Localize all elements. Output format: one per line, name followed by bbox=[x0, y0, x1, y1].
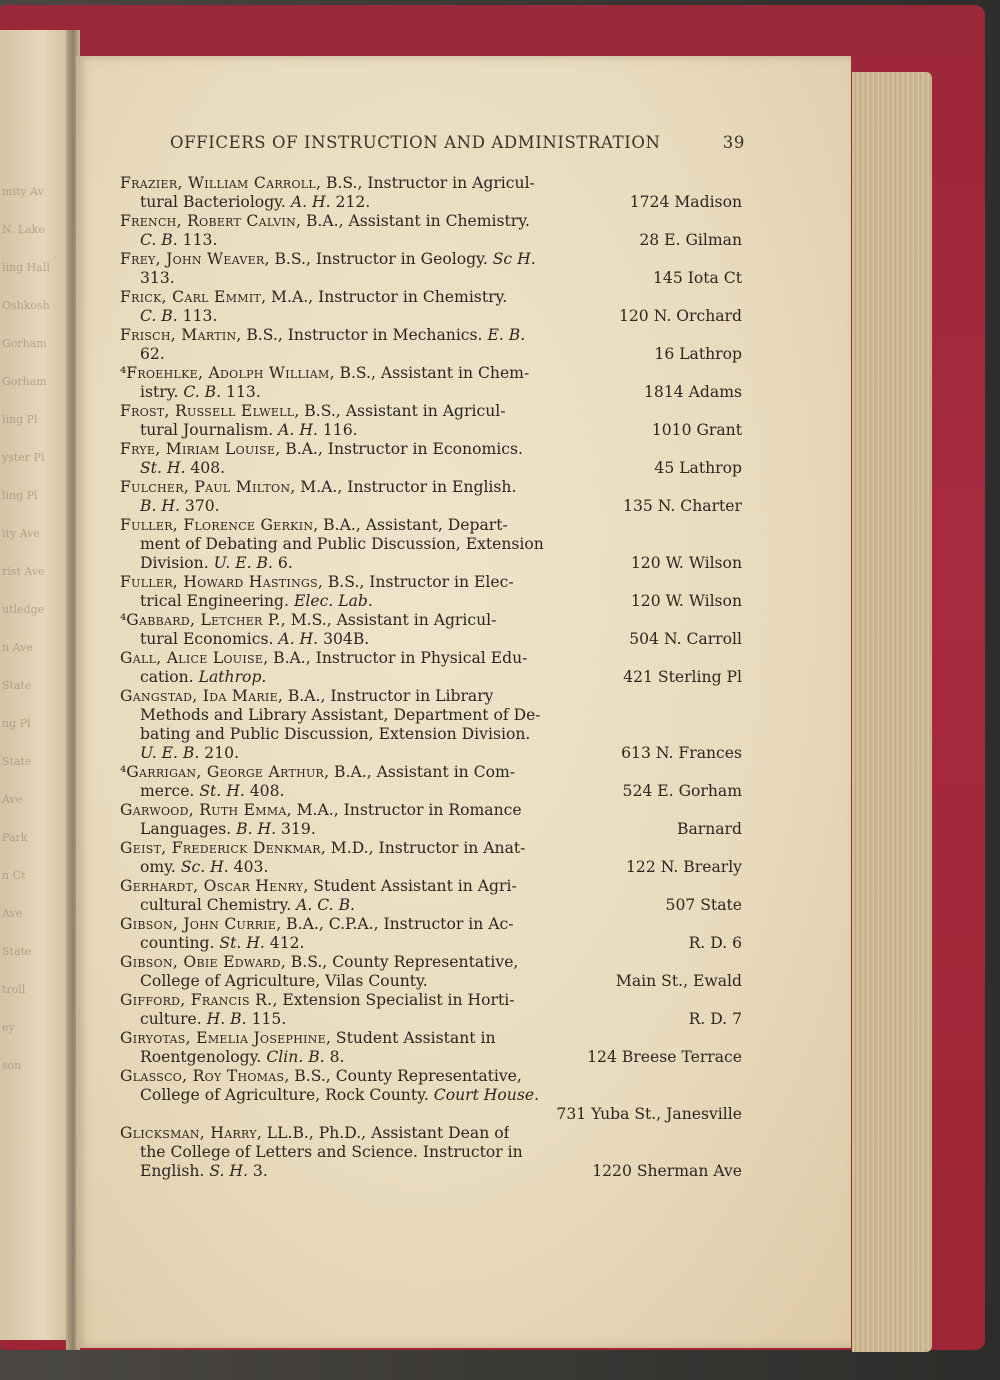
entry-continuation-line bbox=[120, 459, 742, 478]
entry-text bbox=[120, 516, 508, 535]
entry-continuation-line bbox=[120, 782, 742, 801]
entry-text bbox=[120, 953, 518, 972]
entry-continuation-line bbox=[120, 744, 742, 763]
entry-continuation-line bbox=[120, 1048, 742, 1067]
title-text: , B.S., Instructor in Agricul- bbox=[316, 174, 535, 192]
left-page-fragment: ng Pl bbox=[2, 717, 31, 730]
residence-address: 28 E. Gilman bbox=[639, 231, 742, 249]
entry-continuation-line bbox=[120, 706, 742, 725]
description-text: tural Bacteriology. bbox=[140, 193, 291, 211]
title-text: , M.S., Assistant in Agricul- bbox=[280, 611, 497, 629]
entry-first-line bbox=[120, 573, 742, 592]
residence-address: R. D. 7 bbox=[688, 1010, 742, 1028]
entry-continuation-line bbox=[120, 1162, 742, 1181]
room-number: 113. bbox=[177, 231, 218, 249]
building-abbrev: Lathrop. bbox=[198, 668, 267, 686]
room-number: 319. bbox=[276, 820, 316, 838]
entry-text bbox=[140, 592, 373, 611]
description-text: Methods and Library Assistant, Department of De- bbox=[140, 706, 541, 724]
entry-first-line bbox=[120, 877, 742, 896]
entry-continuation-line bbox=[120, 858, 742, 877]
left-page-fragment: State bbox=[2, 679, 32, 692]
directory-entry bbox=[120, 288, 742, 326]
entry-text bbox=[140, 725, 530, 744]
person-name: Giryotas, Emelia Josephine bbox=[120, 1029, 327, 1047]
entry-first-line bbox=[120, 953, 742, 972]
residence-address: 120 N. Orchard bbox=[618, 307, 742, 325]
building-abbrev: St. H. bbox=[199, 782, 245, 800]
entry-text bbox=[120, 839, 525, 858]
building-abbrev: E. B. bbox=[487, 326, 526, 344]
building-abbrev: C. B. bbox=[140, 231, 178, 249]
left-page-fragment: n Ave bbox=[2, 641, 33, 654]
entry-text bbox=[120, 440, 523, 459]
entry-text bbox=[120, 1029, 496, 1048]
residence-address: 1220 Sherman Ave bbox=[592, 1162, 742, 1180]
left-page-fragment: Gorham bbox=[2, 375, 47, 388]
entry-text bbox=[140, 535, 544, 554]
left-page-fragment: ey bbox=[2, 1021, 15, 1034]
entry-first-line bbox=[120, 1029, 742, 1048]
entry-text bbox=[140, 1010, 286, 1029]
entry-first-line bbox=[120, 212, 742, 231]
left-page-fragment: n Ct bbox=[2, 869, 26, 882]
title-text: , B.A., Assistant in Chemistry. bbox=[296, 212, 530, 230]
entry-text bbox=[140, 421, 358, 440]
residence-address: 613 N. Frances bbox=[621, 744, 742, 762]
room-number: 6. bbox=[272, 554, 293, 572]
room-number: 370. bbox=[179, 497, 220, 515]
residence-address: 120 W. Wilson bbox=[630, 592, 742, 610]
entry-text bbox=[140, 744, 239, 763]
title-text: , M.A., Instructor in Romance bbox=[286, 801, 522, 819]
left-page-fragment: troll bbox=[2, 983, 26, 996]
left-page-fragment: Gorham bbox=[2, 337, 47, 350]
building-abbrev: C. B. bbox=[140, 307, 178, 325]
left-page-fragment: utledge bbox=[2, 603, 45, 616]
room-number: 116. bbox=[317, 421, 358, 439]
entry-first-line bbox=[120, 440, 742, 459]
entry-first-line bbox=[120, 364, 742, 383]
entry-first-line bbox=[120, 687, 742, 706]
entry-text bbox=[120, 326, 525, 345]
description-text: merce. bbox=[140, 782, 200, 800]
title-text: , M.A., Instructor in Chemistry. bbox=[261, 288, 508, 306]
description-text: English. bbox=[140, 1162, 210, 1180]
residence-address: 124 Breese Terrace bbox=[587, 1048, 742, 1066]
entry-text bbox=[120, 649, 527, 668]
building-abbrev: B. H. bbox=[236, 820, 277, 838]
entry-text bbox=[140, 934, 305, 953]
entry-text bbox=[120, 1124, 509, 1143]
directory-entry bbox=[120, 212, 742, 250]
building-abbrev: U. E. B. bbox=[140, 744, 200, 762]
left-page-fragment: ling Pl bbox=[2, 489, 38, 502]
entry-continuation-line bbox=[120, 307, 742, 326]
entry-continuation-line bbox=[120, 345, 742, 364]
left-page-fragment: yster Pl bbox=[2, 451, 45, 464]
building-abbrev: Clin. B. bbox=[266, 1048, 325, 1066]
entry-first-line bbox=[120, 326, 742, 345]
entry-first-line bbox=[120, 839, 742, 858]
entry-continuation-line bbox=[120, 725, 742, 744]
person-name: Gabbard, Letcher P. bbox=[126, 611, 281, 629]
directory-entry bbox=[120, 611, 742, 649]
entry-text bbox=[140, 307, 217, 326]
description-text: 62. bbox=[140, 345, 165, 363]
entry-text bbox=[140, 668, 266, 687]
description-text: tural Economics. bbox=[140, 630, 279, 648]
room-number: 212. bbox=[330, 193, 371, 211]
residence-address: R. D. 6 bbox=[688, 934, 742, 952]
title-text: , LL.B., Ph.D., Assistant Dean of bbox=[256, 1124, 510, 1142]
footnote-mark: ⁴ bbox=[120, 611, 127, 629]
entry-first-line bbox=[120, 516, 742, 535]
directory-entry bbox=[120, 763, 742, 801]
entry-text bbox=[120, 364, 529, 383]
entry-first-line bbox=[120, 250, 742, 269]
residence-address: 504 N. Carroll bbox=[629, 630, 742, 648]
left-page-fragment: mity Av bbox=[2, 185, 44, 198]
person-name: Glicksman, Harry bbox=[120, 1124, 257, 1142]
room-number: 304B. bbox=[318, 630, 370, 648]
room-number: 115. bbox=[246, 1010, 287, 1028]
entry-continuation-line bbox=[120, 535, 742, 554]
entry-first-line bbox=[120, 1124, 742, 1143]
building-abbrev: St. H. bbox=[140, 459, 186, 477]
building-abbrev: Court House. bbox=[433, 1086, 540, 1104]
entry-continuation-line bbox=[120, 497, 742, 516]
residence-address: 145 Iota Ct bbox=[653, 269, 742, 287]
left-page-fragment: ling Hall bbox=[2, 261, 50, 274]
building-abbrev: B. H. bbox=[140, 497, 180, 515]
entry-text bbox=[120, 687, 493, 706]
person-name: Glassco, Roy Thomas bbox=[120, 1067, 285, 1085]
entry-text bbox=[120, 915, 514, 934]
entry-text bbox=[120, 801, 522, 820]
room-number: 113. bbox=[221, 383, 261, 401]
directory-entry bbox=[120, 877, 742, 915]
title-text: , B.S., Instructor in Geology. bbox=[264, 250, 493, 268]
entry-first-line bbox=[120, 991, 742, 1010]
title-text: , Student Assistant in Agri- bbox=[303, 877, 517, 895]
person-name: Frisch, Martin bbox=[120, 326, 237, 344]
room-number: 408. bbox=[185, 459, 226, 477]
directory-entry bbox=[120, 250, 742, 288]
entry-text bbox=[120, 763, 515, 782]
title-text: , B.A., C.P.A., Instructor in Ac- bbox=[276, 915, 514, 933]
directory-entry bbox=[120, 402, 742, 440]
left-page-fragment: Oshkosh bbox=[2, 299, 50, 312]
person-name: Gall, Alice Louise bbox=[120, 649, 264, 667]
title-text: , B.S., Instructor in Elec- bbox=[317, 573, 514, 591]
entry-continuation-line bbox=[120, 1143, 742, 1162]
entry-text bbox=[140, 972, 428, 991]
left-page-fragment: State bbox=[2, 755, 32, 768]
entry-text bbox=[140, 858, 268, 877]
directory-entry bbox=[120, 801, 742, 839]
entry-continuation-line bbox=[120, 934, 742, 953]
entry-first-line bbox=[120, 611, 742, 630]
title-text: , B.S., Instructor in Mechanics. bbox=[236, 326, 488, 344]
left-page-fragment: Ave bbox=[2, 907, 23, 920]
running-header bbox=[170, 133, 745, 152]
entry-first-line bbox=[120, 801, 742, 820]
left-page-fragment: N. Lake bbox=[2, 223, 45, 236]
building-abbrev: A. H. bbox=[278, 421, 318, 439]
building-abbrev: C. B. bbox=[183, 383, 222, 401]
entry-text bbox=[140, 820, 316, 839]
entry-text bbox=[140, 782, 284, 801]
entry-text bbox=[140, 630, 369, 649]
residence-address: 16 Lathrop bbox=[654, 345, 742, 363]
building-abbrev: Sc. H. bbox=[180, 858, 229, 876]
entry-text bbox=[140, 193, 370, 212]
directory-entry bbox=[120, 649, 742, 687]
directory-entry bbox=[120, 364, 742, 402]
description-text: culture. bbox=[140, 1010, 207, 1028]
residence-address: 135 N. Charter bbox=[623, 497, 742, 515]
room-number: 412. bbox=[264, 934, 305, 952]
residence-address: 1724 Madison bbox=[629, 193, 742, 211]
title-text: , B.S., Assistant in Agricul- bbox=[294, 402, 506, 420]
description-text: trical Engineering. bbox=[140, 592, 294, 610]
entry-first-line bbox=[120, 288, 742, 307]
building-abbrev: A. H. bbox=[290, 193, 331, 211]
title-text: , B.S., County Representative, bbox=[280, 953, 519, 971]
directory-entry bbox=[120, 174, 742, 212]
entry-continuation-line bbox=[120, 820, 742, 839]
title-text: , B.A., Assistant in Com- bbox=[324, 763, 516, 781]
entry-continuation-line bbox=[120, 592, 742, 611]
person-name: Frye, Miriam Louise bbox=[120, 440, 276, 458]
entry-first-line bbox=[120, 478, 742, 497]
building-abbrev: A. C. B. bbox=[296, 896, 356, 914]
entry-text bbox=[140, 1162, 268, 1181]
description-text: Languages. bbox=[140, 820, 237, 838]
page-edges bbox=[852, 72, 932, 1352]
description-text: tural Journalism. bbox=[140, 421, 279, 439]
directory-entry bbox=[120, 440, 742, 478]
entry-text bbox=[120, 288, 507, 307]
building-abbrev: St. H. bbox=[219, 934, 265, 952]
entry-text bbox=[120, 402, 506, 421]
entry-text bbox=[120, 212, 530, 231]
description-text: counting. bbox=[140, 934, 220, 952]
directory-entry bbox=[120, 839, 742, 877]
residence-address: Barnard bbox=[677, 820, 742, 838]
directory-entries bbox=[120, 174, 742, 1181]
person-name: Gibson, John Currie bbox=[120, 915, 277, 933]
directory-entry bbox=[120, 915, 742, 953]
title-text: , B.S., Assistant in Chem- bbox=[329, 364, 530, 382]
description-text: cultural Chemistry. bbox=[140, 896, 297, 914]
entry-text bbox=[140, 706, 541, 725]
description-text: ment of Debating and Public Discussion, Extension bbox=[140, 535, 544, 553]
directory-entry bbox=[120, 478, 742, 516]
person-name: Frey, John Weaver bbox=[120, 250, 265, 268]
person-name: Frost, Russell Elwell bbox=[120, 402, 295, 420]
title-text: , M.A., Instructor in English. bbox=[290, 478, 517, 496]
building-abbrev: U. E. B. bbox=[213, 554, 273, 572]
entry-continuation-line bbox=[120, 421, 742, 440]
person-name: Froehlke, Adolph William bbox=[126, 364, 330, 382]
description-text: bating and Public Discussion, Extension Division. bbox=[140, 725, 531, 743]
person-name: Garwood, Ruth Emma bbox=[120, 801, 287, 819]
left-page-fragment: rist Ave bbox=[2, 565, 45, 578]
title-text: , Extension Specialist in Horti- bbox=[272, 991, 515, 1009]
footnote-mark: ⁴ bbox=[120, 364, 127, 382]
title-text: , B.A., Instructor in Library bbox=[277, 687, 494, 705]
person-name: Gerhardt, Oscar Henry bbox=[120, 877, 304, 895]
entry-text bbox=[120, 877, 517, 896]
person-name: Fuller, Howard Hastings bbox=[120, 573, 318, 591]
room-number: 3. bbox=[247, 1162, 268, 1180]
person-name: Gangstad, Ida Marie bbox=[120, 687, 278, 705]
building-abbrev: S. H. bbox=[209, 1162, 248, 1180]
entry-text bbox=[120, 478, 516, 497]
entry-text bbox=[140, 497, 220, 516]
person-name: French, Robert Calvin bbox=[120, 212, 297, 230]
residence-address: 45 Lathrop bbox=[654, 459, 742, 477]
entry-continuation-line bbox=[120, 554, 742, 573]
title-text: , B.A., Assistant, Depart- bbox=[313, 516, 508, 534]
entry-text bbox=[140, 1048, 344, 1067]
entry-text bbox=[120, 250, 536, 269]
room-number: 8. bbox=[324, 1048, 345, 1066]
residence-address: 122 N. Brearly bbox=[626, 858, 742, 876]
directory-entry bbox=[120, 573, 742, 611]
entry-text bbox=[140, 1086, 539, 1105]
description-text: College of Agriculture, Vilas County. bbox=[140, 972, 428, 990]
entry-first-line bbox=[120, 915, 742, 934]
entry-text bbox=[120, 991, 515, 1010]
entry-text bbox=[140, 231, 217, 250]
left-page-fragment: son bbox=[2, 1059, 22, 1072]
room-number: 408. bbox=[244, 782, 285, 800]
entry-text bbox=[140, 269, 175, 288]
entry-text bbox=[120, 611, 496, 630]
left-page-fragment: ling Pl bbox=[2, 413, 38, 426]
description-text: 313. bbox=[140, 269, 175, 287]
person-name: Geist, Frederick Denkmar bbox=[120, 839, 321, 857]
entry-first-line bbox=[120, 763, 742, 782]
entry-text bbox=[140, 383, 261, 402]
entry-text bbox=[140, 1143, 523, 1162]
room-number: 210. bbox=[199, 744, 240, 762]
residence-address: Main St., Ewald bbox=[615, 972, 742, 990]
description-text: cation. bbox=[140, 668, 199, 686]
entry-continuation-line bbox=[120, 383, 742, 402]
directory-entry bbox=[120, 991, 742, 1029]
entry-first-line bbox=[120, 649, 742, 668]
entry-text bbox=[140, 345, 165, 364]
building-abbrev: H. B. bbox=[206, 1010, 247, 1028]
building-abbrev: Sc H. bbox=[492, 250, 536, 268]
left-page-fragment: Park bbox=[2, 831, 28, 844]
directory-entry bbox=[120, 326, 742, 364]
person-name: Fuller, Florence Gerkin bbox=[120, 516, 314, 534]
building-abbrev: A. H. bbox=[278, 630, 319, 648]
person-name: Frazier, William Carroll bbox=[120, 174, 317, 192]
entry-continuation-line bbox=[120, 1086, 742, 1105]
person-name: Garrigan, George Arthur bbox=[126, 763, 325, 781]
entry-first-line bbox=[120, 174, 742, 193]
entry-continuation-line bbox=[120, 1105, 742, 1124]
running-header-title: OFFICERS OF INSTRUCTION AND ADMINISTRATION bbox=[170, 133, 661, 152]
description-text: omy. bbox=[140, 858, 181, 876]
residence-address: 421 Sterling Pl bbox=[623, 668, 742, 686]
residence-address: 507 State bbox=[665, 896, 742, 914]
description-text: the College of Letters and Science. Instructor in bbox=[140, 1143, 523, 1161]
room-number: 403. bbox=[228, 858, 269, 876]
title-text: , M.D., Instructor in Anat- bbox=[320, 839, 526, 857]
footnote-mark: ⁴ bbox=[120, 763, 127, 781]
residence-address: 1814 Adams bbox=[644, 383, 742, 401]
directory-entry bbox=[120, 1124, 742, 1181]
entry-continuation-line bbox=[120, 668, 742, 687]
description-text: istry. bbox=[140, 383, 184, 401]
description-text: Division. bbox=[140, 554, 214, 572]
entry-first-line bbox=[120, 402, 742, 421]
directory-entry bbox=[120, 1067, 742, 1124]
entry-text bbox=[120, 573, 514, 592]
title-text: , B.A., Instructor in Economics. bbox=[275, 440, 523, 458]
directory-entry bbox=[120, 516, 742, 573]
directory-entry bbox=[120, 687, 742, 763]
left-page-fragment: ity Ave bbox=[2, 527, 40, 540]
left-page-edge bbox=[0, 30, 72, 1340]
description-text: Roentgenology. bbox=[140, 1048, 267, 1066]
entry-continuation-line bbox=[120, 972, 742, 991]
person-name: Fulcher, Paul Milton bbox=[120, 478, 291, 496]
entry-continuation-line bbox=[120, 193, 742, 212]
room-number: 113. bbox=[177, 307, 218, 325]
entry-continuation-line bbox=[120, 231, 742, 250]
building-abbrev: Elec. Lab. bbox=[293, 592, 373, 610]
left-page-fragment: State bbox=[2, 945, 32, 958]
entry-text bbox=[120, 1067, 522, 1086]
left-page-fragment: Ave bbox=[2, 793, 23, 806]
entry-continuation-line bbox=[120, 896, 742, 915]
entry-text bbox=[120, 174, 535, 193]
person-name: Gifford, Francis R. bbox=[120, 991, 273, 1009]
entry-continuation-line bbox=[120, 1010, 742, 1029]
person-name: Frick, Carl Emmit bbox=[120, 288, 262, 306]
directory-entry bbox=[120, 1029, 742, 1067]
residence-address: 524 E. Gorham bbox=[622, 782, 742, 800]
entry-text bbox=[140, 896, 355, 915]
title-text: , Student Assistant in bbox=[326, 1029, 496, 1047]
directory-entry bbox=[120, 953, 742, 991]
entry-first-line bbox=[120, 1067, 742, 1086]
entry-text bbox=[140, 459, 225, 478]
residence-address: 120 W. Wilson bbox=[630, 554, 742, 572]
entry-continuation-line bbox=[120, 269, 742, 288]
residence-address: 731 Yuba St., Janesville bbox=[556, 1105, 742, 1123]
title-text: , B.S., County Representative, bbox=[284, 1067, 522, 1085]
entry-text bbox=[140, 554, 293, 573]
page-number: 39 bbox=[722, 133, 745, 152]
entry-continuation-line bbox=[120, 630, 742, 649]
residence-address: 1010 Grant bbox=[651, 421, 742, 439]
title-text: , B.A., Instructor in Physical Edu- bbox=[263, 649, 528, 667]
person-name: Gibson, Obie Edward bbox=[120, 953, 281, 971]
description-text: College of Agriculture, Rock County. bbox=[140, 1086, 434, 1104]
